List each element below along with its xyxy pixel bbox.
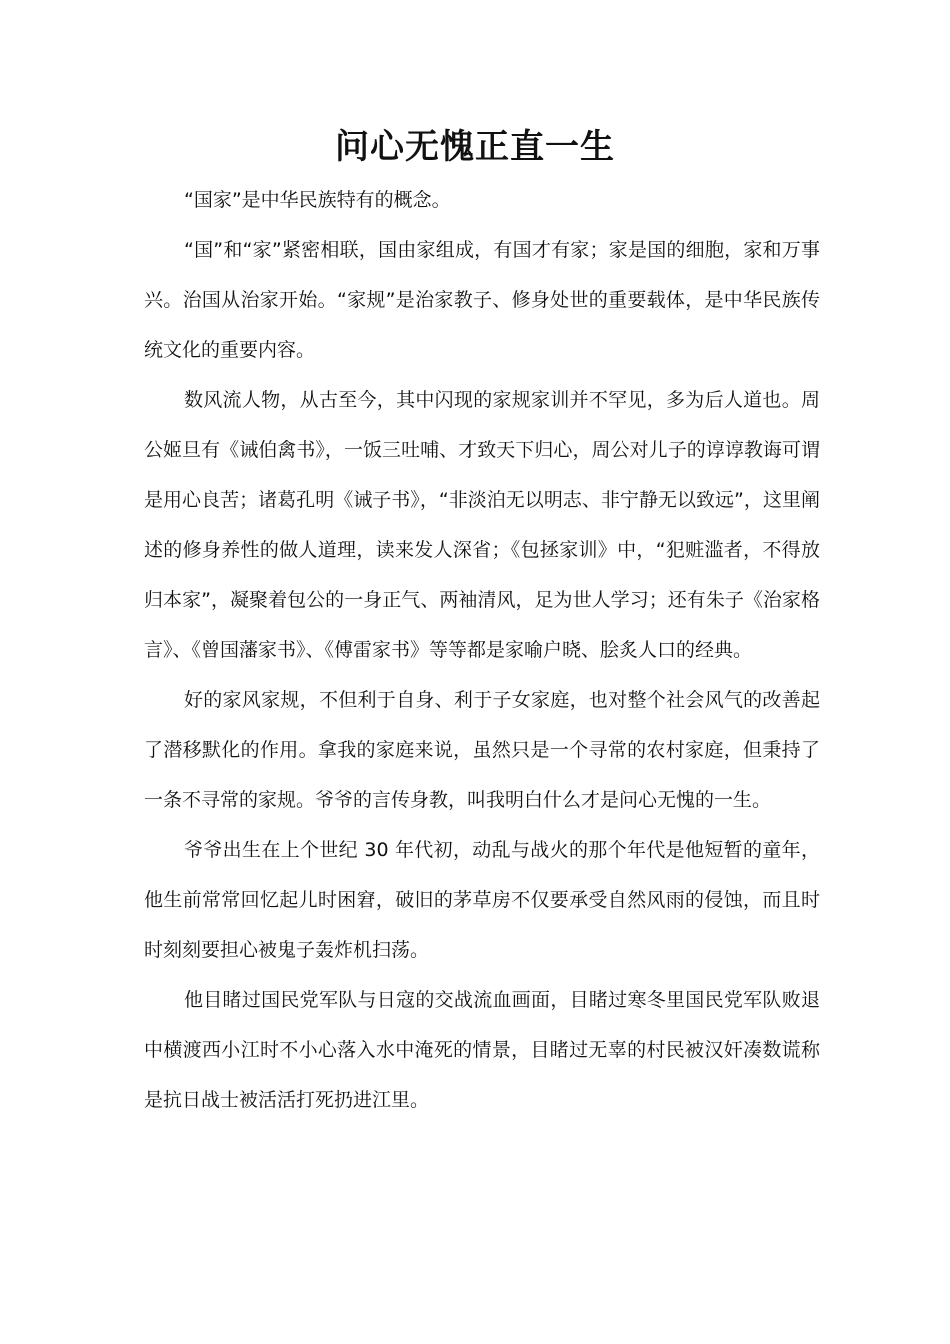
paragraph-5: 爷爷出生在上个世纪 30 年代初，动乱与战火的那个年代是他短暂的童年，他生前常常回忆起儿时困窘，破旧的茅草房不仅要承受自然风雨的侵蚀，而且时时刻刻要担心被鬼子轰炸机扫荡。: [144, 839, 820, 961]
paragraph-3: 数风流人物，从古至今，其中闪现的家规家训并不罕见，多为后人道也。周公姬旦有《诫伯禽书》，一饭三吐哺、才致天下归心，周公对儿子的谆谆教诲可谓是用心良苦；诸葛孔明《诫子书》，“非淡泊无以明志、非宁静无以致远”，这里阐述的修身养性的做人道理，读来发人深省；《包拯家训》中，“犯赃滥者，不得放归本家”，凝聚着包公的一身正气、两袖清风，足为世人学习；还有朱子《治家格言》、《曾国藩家书》、《傅雷家书》等等都是家喻户晓、脍炙人口的经典。: [144, 389, 820, 661]
paragraph-1: “国家”是中华民族特有的概念。: [184, 189, 451, 211]
paragraph-2: “国”和“家”紧密相联，国由家组成，有国才有家；家是国的细胞，家和万事兴。治国从治家开始。“家规”是治家教子、修身处世的重要载体，是中华民族传统文化的重要内容。: [144, 239, 820, 361]
paragraph-6: 他目睹过国民党军队与日寇的交战流血画面，目睹过寒冬里国民党军队败退中横渡西小江时不小心落入水中淹死的情景，目睹过无辜的村民被汉奸凑数谎称是抗日战士被活活打死扔进江里。: [144, 989, 820, 1111]
paragraph-4: 好的家风家规，不但利于自身、利于子女家庭，也对整个社会风气的改善起了潜移默化的作用。拿我的家庭来说，虽然只是一个寻常的农村家庭，但秉持了一条不寻常的家规。爷爷的言传身教，叫我明白什么才是问心无愧的一生。: [144, 689, 820, 811]
document-title: 问心无愧正直一生: [335, 127, 615, 167]
document-body: [144, 175, 820, 1125]
